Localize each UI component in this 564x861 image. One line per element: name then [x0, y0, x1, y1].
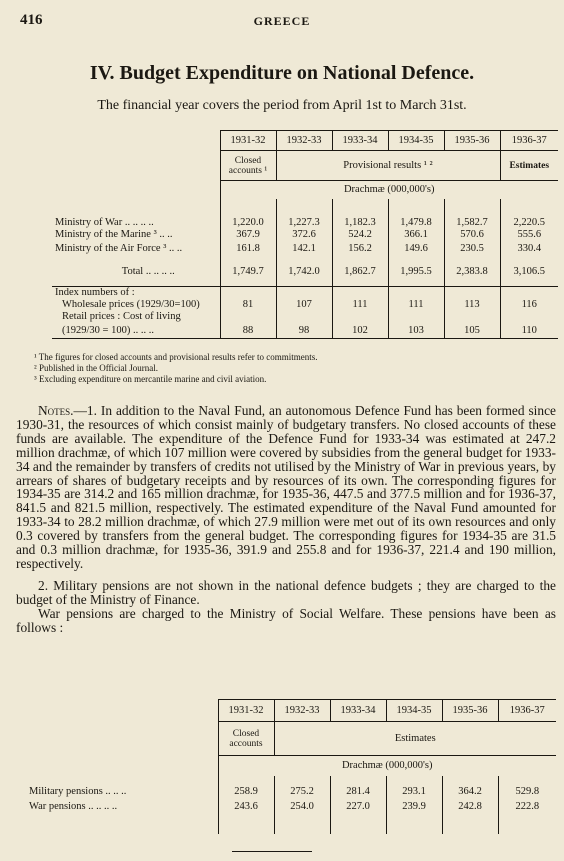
- cell: 2,220.5: [500, 217, 558, 229]
- cell: 142.1: [276, 241, 332, 257]
- note-1-text: In addition to the Naval Fund, an autonomous Defence Fund has been formed since 1930-31, the resources of which consist mainly of budgetary transfers. No closed accounts of these funds are available. The expenditure of the Defence Fund for 1933-34 was estimated at 247.2 million drachmæ, of which 107 million were covered by subsidies from the general budget for 1933-34 and the remainder by transfers of credits not utilised by the Ministry of War in previous years, by arrears of shares of budgetary receipts and by resources of its own. The corresponding figures for 1934-35 are 314.2 and 165 million drachmæ, for 1935-36, 447.5 and 377.5 million and for 1936-37, 841.5 and 821.5 million, respectively. The estimated expenditure of the Naval Fund amounted for 1933-34 to 28.2 million drachmæ, of which 27.9 million were met out of its own resources and only 0.3 covered by transfers from the general budget. The corresponding figures for 1934-35 are 31.5 and 0.3 million drachmæ, for 1935-36, 391.9 and 255.8 and for 1936-37, 221.4 and 190 million, respectively.: [16, 403, 556, 571]
- cell: 1,582.7: [444, 217, 500, 229]
- year-header: 1931-32: [218, 700, 274, 722]
- total-cell: 1,862.7: [332, 257, 388, 287]
- total-cell: 1,995.5: [388, 257, 444, 287]
- cell: 570.6: [444, 229, 500, 241]
- cell: 111: [388, 299, 444, 311]
- note-1: [16, 404, 556, 571]
- cell: 293.1: [386, 786, 442, 798]
- footnote: ² Published in the Official Journal.: [34, 363, 159, 373]
- cell: 81: [220, 299, 276, 311]
- unit-label: Drachmæ (000,000's): [220, 181, 558, 199]
- provisional-results-label: Provisional results ¹ ²: [276, 151, 500, 181]
- unit-label: Drachmæ (000,000's): [218, 756, 556, 776]
- cell: 367.9: [220, 229, 276, 241]
- cell: 105: [444, 323, 500, 339]
- index-heading: Index numbers of :: [52, 287, 220, 299]
- cell: 227.0: [330, 798, 386, 816]
- year-header: 1932-33: [274, 700, 330, 722]
- note-2: 2. Military pensions are not shown in the national defence budgets ; they are charged to the budget of the Ministry of Finance.: [16, 577, 556, 607]
- cell: 242.8: [442, 798, 498, 816]
- cell: 116: [500, 299, 558, 311]
- cell: 364.2: [442, 786, 498, 798]
- section-title: IV. Budget Expenditure on National Defence.: [89, 62, 475, 84]
- cell: 111: [332, 299, 388, 311]
- row-label: Ministry of the Marine ³ .. ..: [55, 229, 173, 240]
- year-header: 1935-36: [444, 131, 500, 151]
- estimates-label: Estimates: [500, 151, 558, 181]
- cell: 156.2: [332, 241, 388, 257]
- cell: 1,227.3: [276, 217, 332, 229]
- cell: 524.2: [332, 229, 388, 241]
- cell: 103: [388, 323, 444, 339]
- end-rule: [232, 851, 312, 852]
- cell: 98: [276, 323, 332, 339]
- cell: 149.6: [388, 241, 444, 257]
- row-label: Retail prices : Cost of living: [62, 311, 181, 322]
- row-label: Wholesale prices (1929/30=100): [62, 299, 200, 310]
- notes-lead: Notes.—1.: [38, 403, 97, 418]
- year-header: 1932-33: [276, 131, 332, 151]
- row-label: (1929/30 = 100) .. .. ..: [52, 323, 220, 339]
- cell: 113: [444, 299, 500, 311]
- year-header: 1931-32: [220, 131, 276, 151]
- year-header: 1933-34: [332, 131, 388, 151]
- pensions-table: [26, 699, 556, 834]
- running-head: GREECE: [253, 14, 311, 28]
- notes-section: [16, 404, 556, 635]
- total-cell: 1,742.0: [276, 257, 332, 287]
- section-subtitle: The financial year covers the period from April 1st to March 31st.: [97, 98, 467, 113]
- year-header: 1936-37: [498, 700, 556, 722]
- cell: 222.8: [498, 798, 556, 816]
- row-label: Military pensions .. .. ..: [29, 786, 127, 797]
- year-header: 1936-37: [500, 131, 558, 151]
- cell: 102: [332, 323, 388, 339]
- year-header: 1933-34: [330, 700, 386, 722]
- cell: 1,479.8: [388, 217, 444, 229]
- estimates-label: Estimates: [274, 722, 556, 756]
- cell: 230.5: [444, 241, 500, 257]
- footnote: ¹ The figures for closed accounts and provisional results refer to commitments.: [34, 352, 318, 362]
- cell: 1,220.0: [220, 217, 276, 229]
- cell: 258.9: [218, 786, 274, 798]
- cell: 88: [220, 323, 276, 339]
- cell: 555.6: [500, 229, 558, 241]
- closed-accounts-label: Closed accounts ¹: [220, 151, 276, 181]
- total-cell: 2,383.8: [444, 257, 500, 287]
- row-label: Ministry of War .. .. .. ..: [55, 217, 154, 228]
- cell: 372.6: [276, 229, 332, 241]
- row-label: War pensions .. .. .. ..: [29, 801, 118, 812]
- year-header: 1934-35: [388, 131, 444, 151]
- cell: 529.8: [498, 786, 556, 798]
- footnote: ³ Excluding expenditure on mercantile marine and civil aviation.: [34, 374, 267, 384]
- cell: 239.9: [386, 798, 442, 816]
- cell: 254.0: [274, 798, 330, 816]
- cell: 161.8: [220, 241, 276, 257]
- total-label: Total .. .. .. ..: [121, 265, 175, 277]
- cell: 366.1: [388, 229, 444, 241]
- cell: 281.4: [330, 786, 386, 798]
- cell: 110: [500, 323, 558, 339]
- page-number: 416: [20, 12, 43, 28]
- cell: 275.2: [274, 786, 330, 798]
- stub-header: [52, 131, 220, 151]
- cell: 330.4: [500, 241, 558, 257]
- cell: 243.6: [218, 798, 274, 816]
- row-label: Ministry of the Air Force ³ .. ..: [55, 243, 183, 254]
- year-header: 1935-36: [442, 700, 498, 722]
- total-cell: 1,749.7: [220, 257, 276, 287]
- year-header: 1934-35: [386, 700, 442, 722]
- cell: 1,182.3: [332, 217, 388, 229]
- note-3: War pensions are charged to the Ministry of Social Welfare. These pensions have been as follows :: [16, 605, 556, 635]
- total-cell: 3,106.5: [500, 257, 558, 287]
- closed-accounts-label: Closed accounts: [218, 722, 274, 756]
- cell: 107: [276, 299, 332, 311]
- budget-table: [52, 130, 558, 339]
